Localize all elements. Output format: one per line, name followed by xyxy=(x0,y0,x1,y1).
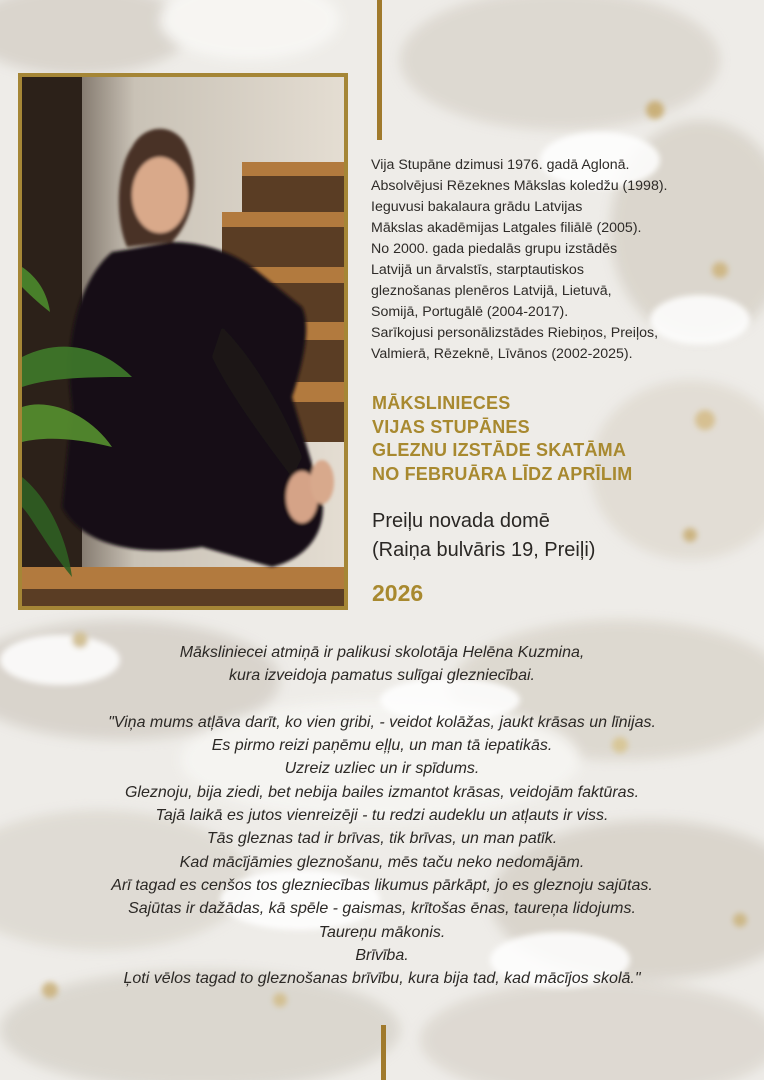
gold-divider-top xyxy=(377,0,382,140)
quote-line: Tajā laikā es jutos vienreizēji - tu redzi audeklu un atļauts ir viss. xyxy=(155,807,609,825)
quote-line: Ļoti vēlos tagad to gleznošanas brīvību, kura bija tad, kad mācījos skolā." xyxy=(123,970,641,988)
quote-line: Gleznoju, bija ziedi, bet nebija bailes izmantot krāsas, veidojām faktūras. xyxy=(124,783,640,801)
bio-line: Somijā, Portugālē (2004-2017). xyxy=(371,304,569,320)
headline-line: VIJAS STUPĀNES xyxy=(372,416,530,437)
quote-line: Arī tagad es cenšos tos glezniecības likumus pārkāpt, jo es gleznoju sajūtas. xyxy=(111,876,653,894)
bio-line: Absolvējusi Rēzeknes Mākslas koledžu (1998). xyxy=(371,178,668,194)
headline-line: GLEZNU IZSTĀDE SKATĀMA xyxy=(372,440,627,460)
quote-line: Sajūtas ir dažādas, kā spēle - gaismas, krītošas ēnas, taureņa lidojums. xyxy=(128,900,636,918)
exhibition-year: 2026 xyxy=(372,580,424,606)
quote-line: Taureņu mākonis. xyxy=(318,923,446,941)
quote-intro-line: Māksliniecei atmiņā ir palikusi skolotāja Helēna Kuzmina, xyxy=(179,644,585,661)
bio-line: gleznošanas plenēros Latvijā, Lietuvā, xyxy=(371,283,612,299)
headline-line: NO FEBRUĀRA LĪDZ APRĪLIM xyxy=(372,463,633,484)
bio-line: No 2000. gada piedalās grupu izstādēs xyxy=(371,241,618,257)
quote-line: Tās gleznas tad ir brīvas, tik brīvas, un man patīk. xyxy=(206,830,558,848)
bio-line: Vija Stupāne dzimusi 1976. gadā Aglonā. xyxy=(371,157,630,173)
artist-biography xyxy=(371,155,756,365)
bio-line: Latvijā un ārvalstīs, starptautiskos xyxy=(371,262,584,278)
bio-line: Valmierā, Rēzeknē, Līvānos (2002-2025). xyxy=(371,346,633,362)
artist-portrait-photo xyxy=(18,73,348,610)
quote-line: Es pirmo reizi paņēmu eļļu, un man tā iepatikās. xyxy=(211,737,553,755)
bio-line: Mākslas akadēmijas Latgales filiālē (2005). xyxy=(371,220,642,236)
quote-line: Brīvība. xyxy=(355,946,409,964)
venue-address: (Raiņa bulvāris 19, Preiļi) xyxy=(372,539,596,561)
exhibition-venue xyxy=(372,507,752,565)
gold-divider-bottom xyxy=(381,1025,386,1080)
bio-line: Ieguvusi bakalaura grādu Latvijas xyxy=(371,199,583,215)
artist-quote xyxy=(20,641,744,990)
venue-name: Preiļu novada domē xyxy=(372,510,550,532)
bio-line: Sarīkojusi personālizstādes Riebiņos, Preiļos, xyxy=(371,325,659,341)
headline-line: MĀKSLINIECES xyxy=(372,393,511,413)
quote-line: "Viņa mums atļāva darīt, ko vien gribi, - veidot kolāžas, jaukt krāsas un līnijas. xyxy=(108,713,656,731)
quote-line: Kad mācījāmies gleznošanu, mēs taču neko nedomājām. xyxy=(179,853,585,871)
exhibition-headline xyxy=(372,392,752,486)
quote-intro-line: kura izveidoja pamatus sulīgai glezniecībai. xyxy=(229,667,535,685)
quote-line: Uzreiz uzliec un ir spīdums. xyxy=(284,760,480,778)
